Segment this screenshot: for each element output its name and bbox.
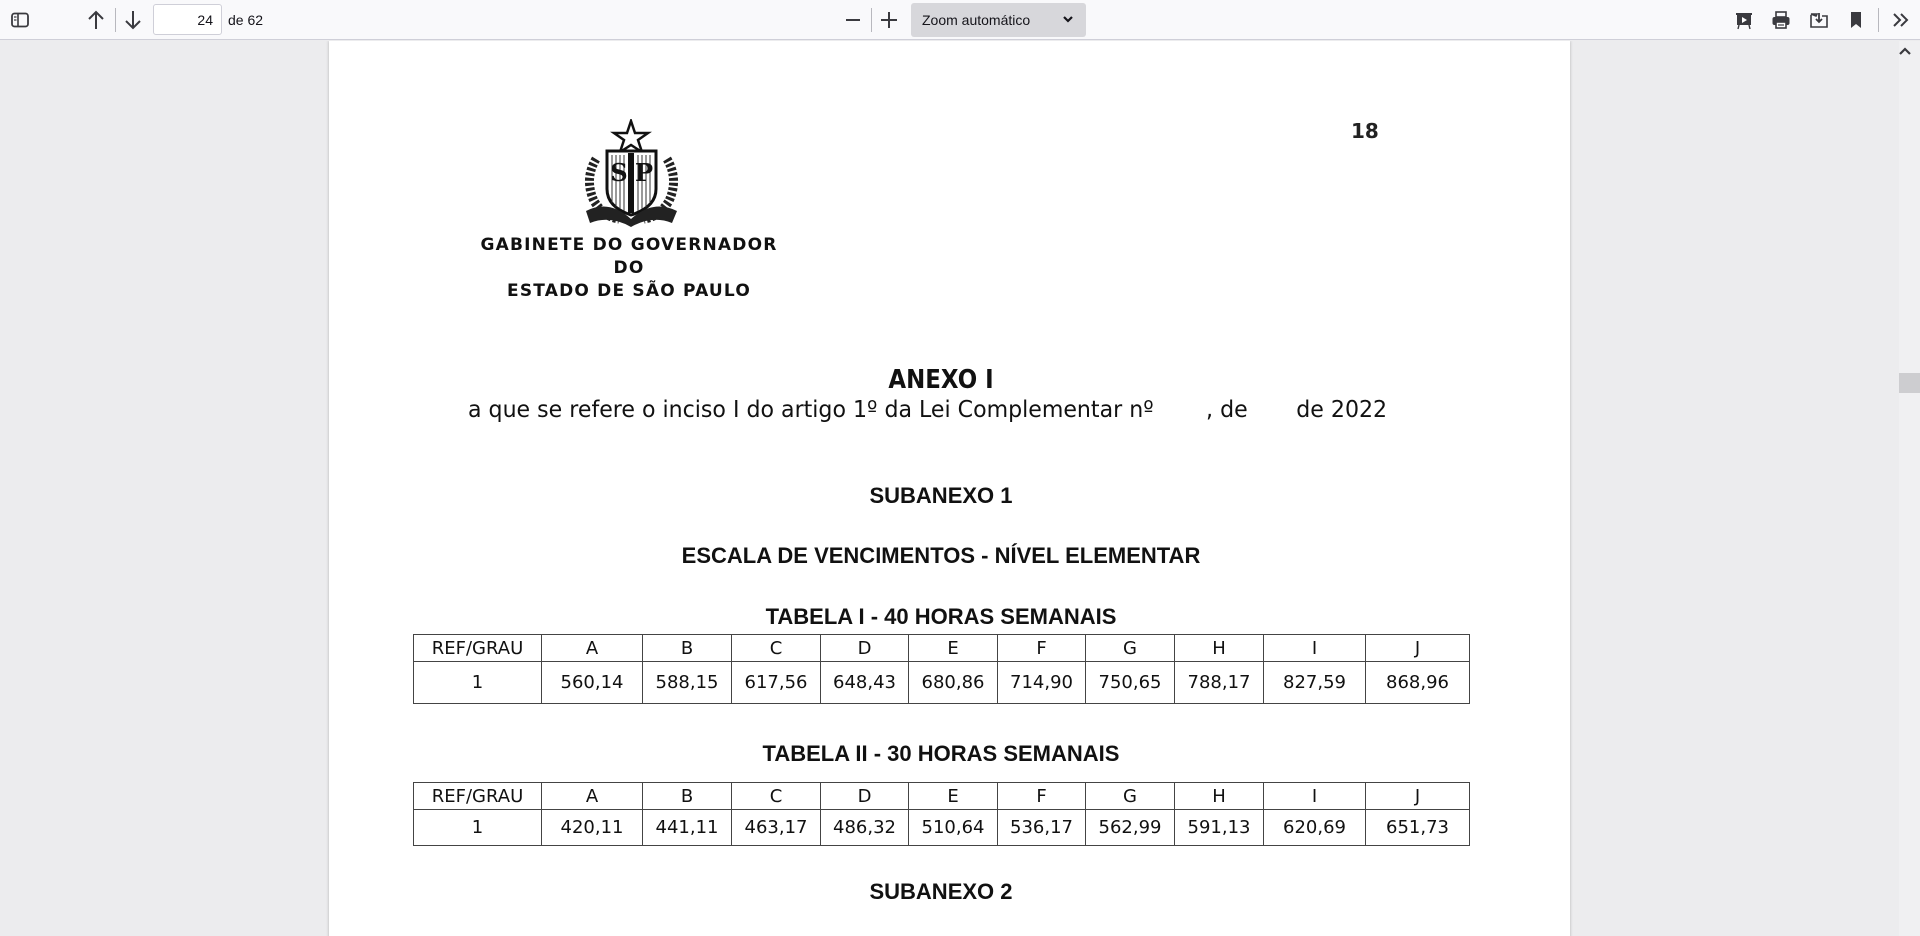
- minus-icon: [844, 11, 862, 29]
- zoom-in-button[interactable]: [875, 6, 903, 34]
- table-cell: 591,13: [1175, 810, 1264, 846]
- zoom-select-value: Zoom automático: [922, 12, 1031, 28]
- table-1-title: TABELA I - 40 HORAS SEMANAIS: [765, 604, 1117, 629]
- table-cell: 588,15: [643, 662, 732, 704]
- table-cell: 714,90: [998, 662, 1086, 704]
- tools-menu-button[interactable]: [1887, 6, 1915, 34]
- annex-subtitle-part-1: a que se refere o inciso I do artigo 1º da Lei Complementar nº: [468, 397, 1154, 423]
- toolbar-divider: [115, 8, 116, 32]
- presentation-mode-button[interactable]: [1730, 6, 1758, 34]
- plus-icon: [880, 11, 898, 29]
- toolbar-divider: [871, 8, 872, 32]
- issuer-line-2: DO: [613, 258, 645, 278]
- header-cell: B: [643, 783, 732, 810]
- scale-title: ESCALA DE VENCIMENTOS - NÍVEL ELEMENTAR: [681, 543, 1201, 568]
- annex-subtitle-part-2: , de: [1206, 397, 1248, 423]
- table-2-title: TABELA II - 30 HORAS SEMANAIS: [762, 741, 1120, 766]
- document-viewer[interactable]: [0, 41, 1920, 936]
- header-cell: I: [1264, 635, 1366, 662]
- table-cell: 562,99: [1086, 810, 1175, 846]
- table-cell: 617,56: [732, 662, 821, 704]
- table-cell: 788,17: [1175, 662, 1264, 704]
- annex-title: ANEXO I: [888, 365, 994, 395]
- table-cell: 441,11: [643, 810, 732, 846]
- header-cell: H: [1175, 635, 1264, 662]
- header-cell: C: [732, 635, 821, 662]
- header-cell: D: [821, 635, 909, 662]
- arrow-down-icon: [124, 10, 142, 30]
- header-cell: G: [1086, 635, 1175, 662]
- header-cell: F: [998, 635, 1086, 662]
- header-cell: G: [1086, 783, 1175, 810]
- table-cell: 536,17: [998, 810, 1086, 846]
- presentation-icon: [1734, 10, 1754, 30]
- header-cell: D: [821, 783, 909, 810]
- header-cell: J: [1366, 783, 1470, 810]
- header-cell: J: [1366, 635, 1470, 662]
- salary-table-30h: [413, 782, 1470, 846]
- zoom-out-button[interactable]: [839, 6, 867, 34]
- header-cell: E: [909, 783, 998, 810]
- scroll-up-button[interactable]: [1896, 43, 1914, 59]
- header-cell: E: [909, 635, 998, 662]
- table-cell: 486,32: [821, 810, 909, 846]
- header-cell: B: [643, 635, 732, 662]
- annex-subtitle: [468, 397, 1428, 423]
- document-page-number: 18: [1351, 119, 1379, 143]
- issuer-line-3: ESTADO DE SÃO PAULO: [507, 281, 751, 301]
- table-cell: 750,65: [1086, 662, 1175, 704]
- sidebar-icon: [11, 12, 29, 28]
- save-button[interactable]: [1805, 6, 1833, 34]
- svg-text:S: S: [610, 158, 628, 187]
- table-cell: 1: [414, 810, 542, 846]
- header-cell: REF/GRAU: [414, 635, 542, 662]
- annex-subtitle-part-3: de 2022: [1296, 397, 1388, 423]
- table-header-row: [414, 783, 1470, 810]
- table-cell: 680,86: [909, 662, 998, 704]
- print-button[interactable]: [1767, 6, 1795, 34]
- table-cell: 827,59: [1264, 662, 1366, 704]
- table-cell: 560,14: [542, 662, 643, 704]
- print-icon: [1771, 10, 1791, 30]
- svg-text:P: P: [634, 158, 654, 187]
- header-cell: H: [1175, 783, 1264, 810]
- toolbar-divider: [1878, 8, 1879, 32]
- table-cell: 510,64: [909, 810, 998, 846]
- pdf-toolbar: [0, 0, 1920, 40]
- table-header-row: [414, 635, 1470, 662]
- table-cell: 651,73: [1366, 810, 1470, 846]
- table-cell: 420,11: [542, 810, 643, 846]
- table-cell: 463,17: [732, 810, 821, 846]
- bookmark-icon: [1848, 10, 1864, 30]
- sidebar-toggle-button[interactable]: [6, 6, 34, 34]
- subannex-2-title: SUBANEXO 2: [869, 879, 1013, 904]
- table-cell: 1: [414, 662, 542, 704]
- next-page-button[interactable]: [119, 6, 147, 34]
- page-count: de 62: [228, 12, 264, 28]
- table-row: [414, 810, 1470, 846]
- header-cell: F: [998, 783, 1086, 810]
- table-row: [414, 662, 1470, 704]
- issuer-header: [474, 234, 784, 303]
- header-cell: I: [1264, 783, 1366, 810]
- chevron-down-icon: [1062, 13, 1074, 25]
- pdf-page: [329, 41, 1570, 936]
- header-cell: C: [732, 783, 821, 810]
- sao-paulo-coat-of-arms-icon: [574, 119, 689, 231]
- arrow-up-icon: [87, 10, 105, 30]
- issuer-line-1: GABINETE DO GOVERNADOR: [480, 235, 778, 255]
- zoom-select[interactable]: [911, 3, 1086, 37]
- subannex-1-title: SUBANEXO 1: [869, 483, 1013, 508]
- double-chevron-right-icon: [1892, 11, 1910, 29]
- page-number-input[interactable]: [153, 4, 222, 35]
- save-icon: [1809, 10, 1829, 30]
- header-cell: REF/GRAU: [414, 783, 542, 810]
- table-cell: 868,96: [1366, 662, 1470, 704]
- header-cell: A: [542, 783, 643, 810]
- previous-page-button[interactable]: [82, 6, 110, 34]
- bookmark-button[interactable]: [1842, 6, 1870, 34]
- header-cell: A: [542, 635, 643, 662]
- salary-table-40h: [413, 634, 1470, 704]
- scrollbar-thumb[interactable]: [1899, 373, 1920, 393]
- vertical-scrollbar[interactable]: [1899, 41, 1920, 936]
- table-cell: 620,69: [1264, 810, 1366, 846]
- chevron-up-icon: [1899, 46, 1911, 56]
- table-cell: 648,43: [821, 662, 909, 704]
